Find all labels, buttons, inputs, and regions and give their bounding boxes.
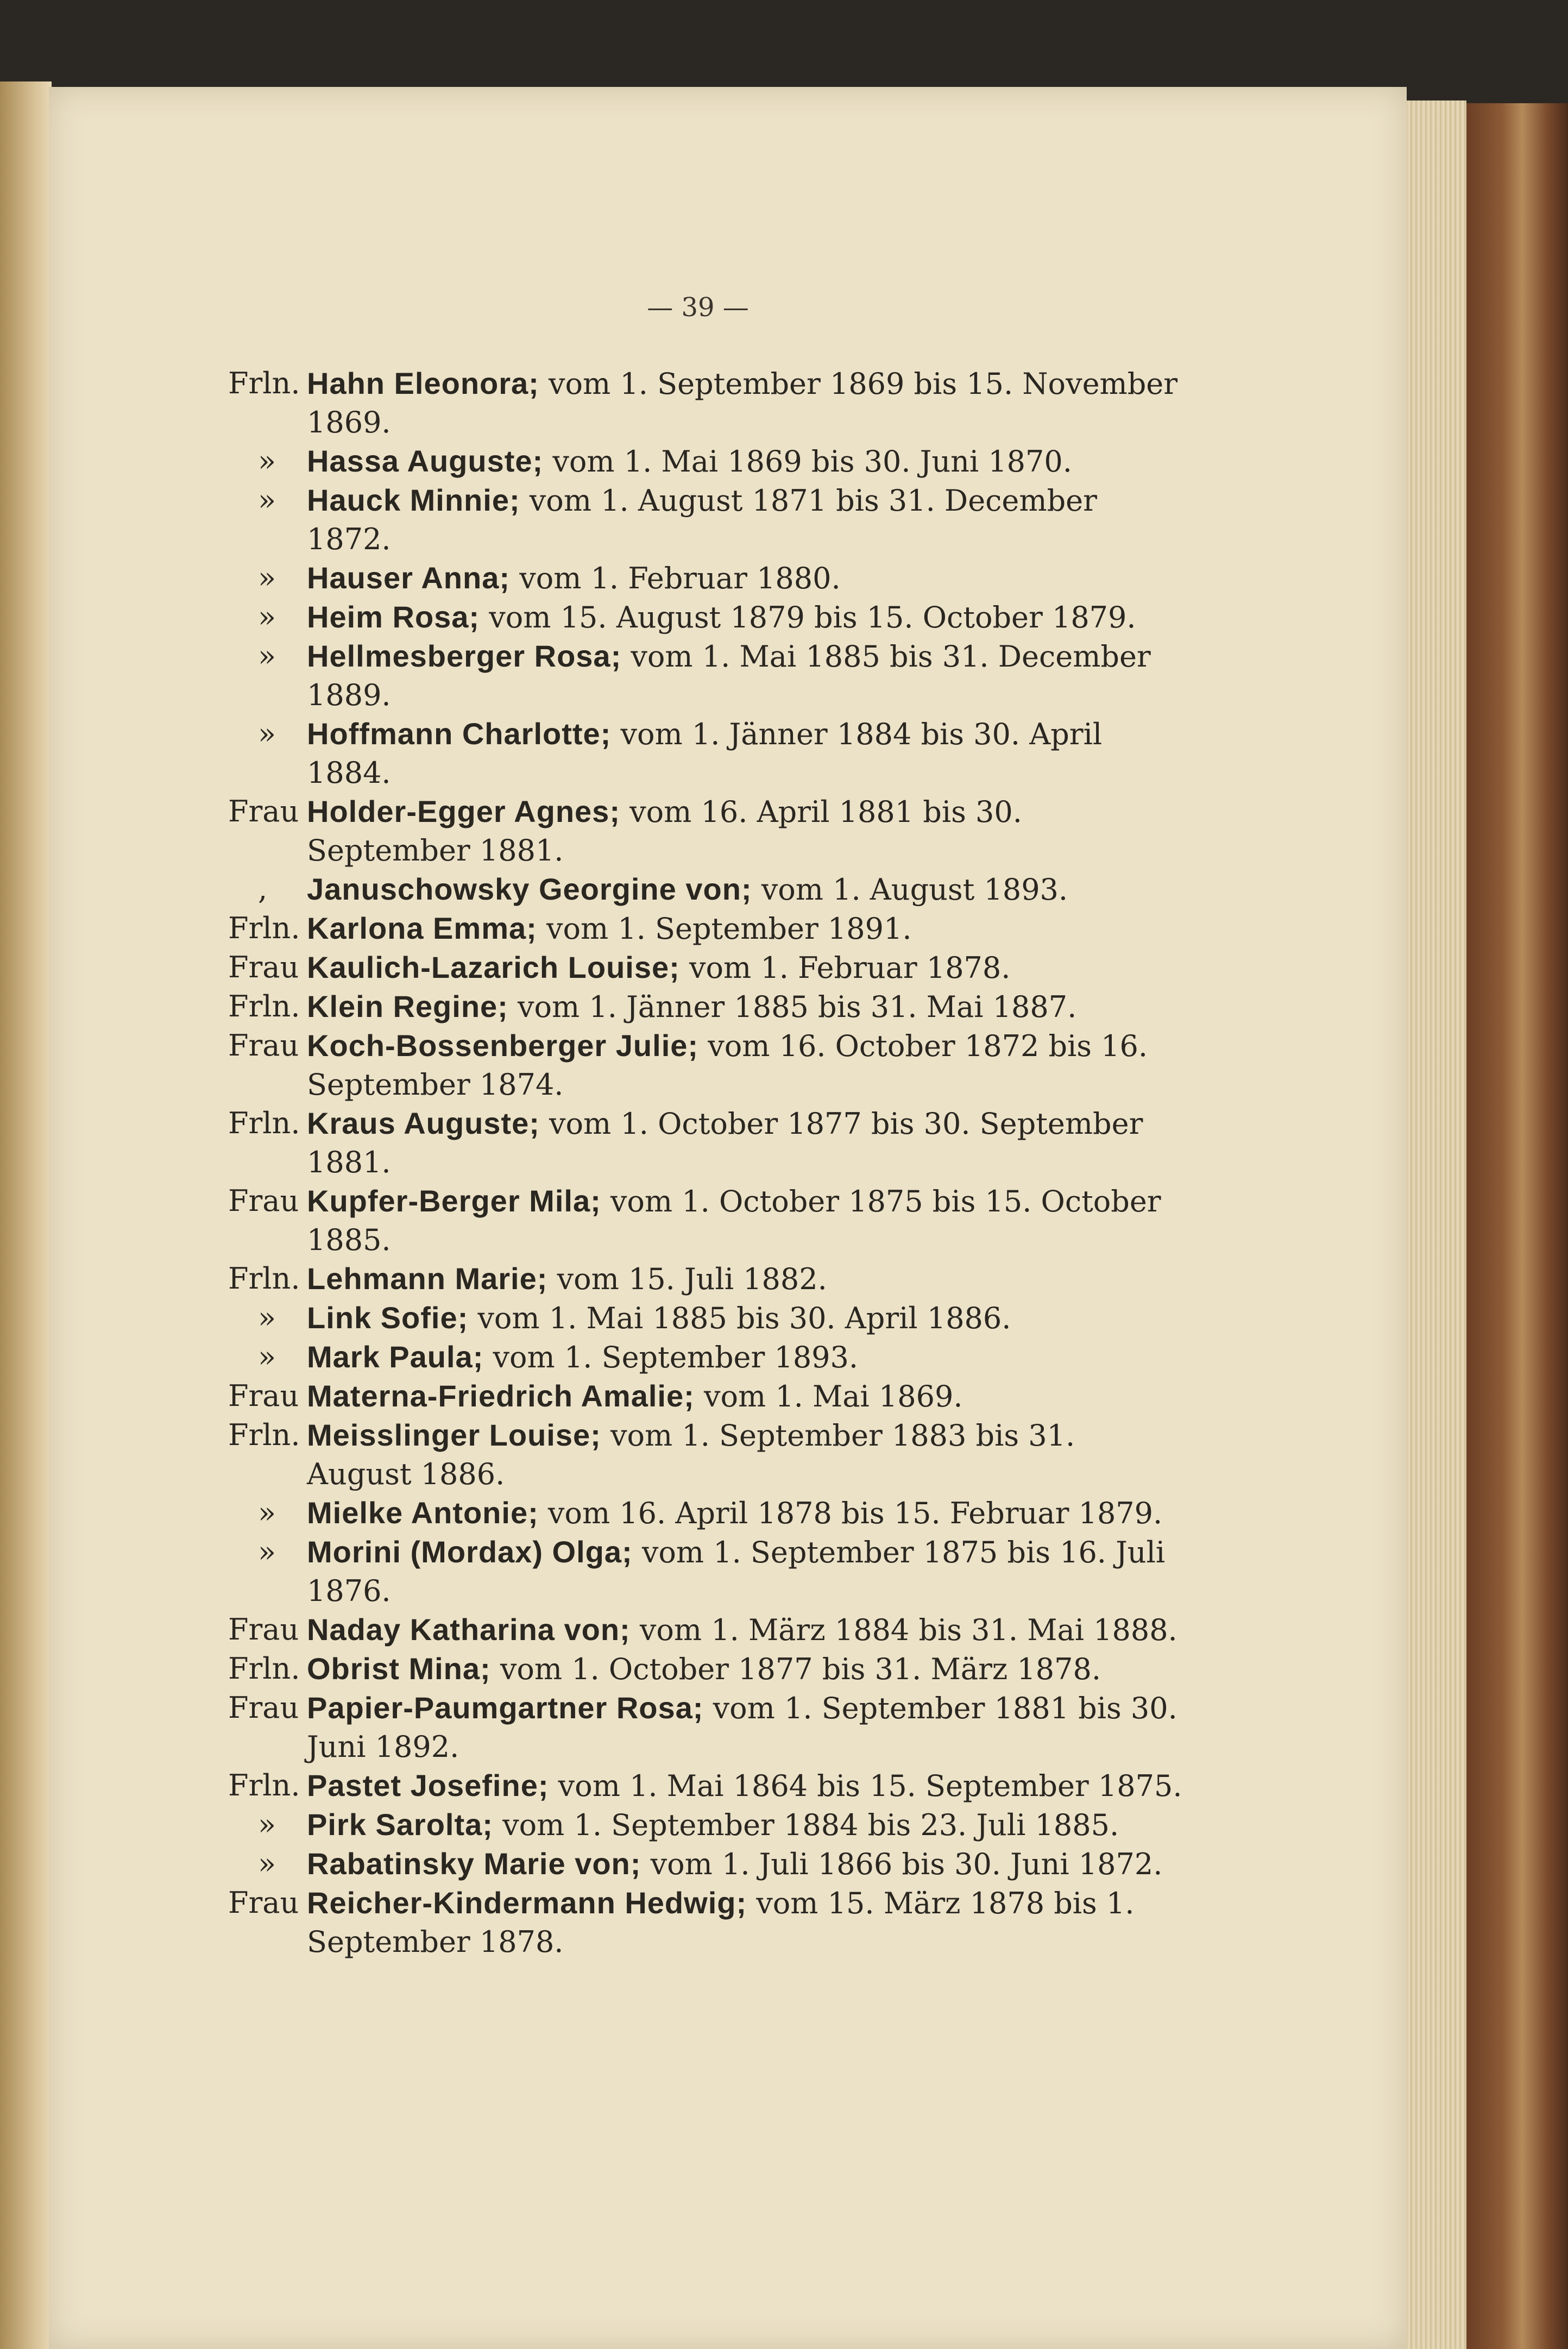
- list-item: [228, 1416, 1184, 1493]
- entry-name: Pastet Josefine;: [307, 1768, 549, 1802]
- entry-salutation: Frln.: [228, 1418, 300, 1452]
- entry-salutation: Frau: [228, 1379, 299, 1413]
- entry-salutation: »: [258, 444, 276, 478]
- list-item: [228, 1688, 1184, 1766]
- entry-name: Pirk Sarolta;: [307, 1807, 493, 1842]
- entry-dates: vom 1. Mai 1885 bis 30. April 1886.: [477, 1301, 1011, 1335]
- entry-name: Obrist Mina;: [307, 1651, 491, 1686]
- entry-dates: vom 1. Februar 1880.: [519, 561, 841, 595]
- entry-dates: vom 1. September 1881 bis 30. Juni 1892.: [307, 1691, 1177, 1764]
- list-item: [228, 1805, 1184, 1844]
- entry-salutation: Frln.: [228, 989, 300, 1023]
- list-item: [228, 987, 1184, 1026]
- entry-dates: vom 1. Mai 1885 bis 31. December 1889.: [307, 639, 1151, 712]
- entry-name: Koch-Bossenberger Julie;: [307, 1028, 699, 1063]
- list-item: [228, 1298, 1184, 1337]
- entry-salutation: Frln.: [228, 366, 300, 400]
- entry-name: Januschowsky Georgine von;: [307, 872, 752, 906]
- entry-salutation: ,: [258, 872, 268, 906]
- entry-dates: vom 1. September 1891.: [546, 912, 912, 946]
- entry-list: [228, 364, 1184, 1961]
- list-item: [228, 870, 1184, 909]
- entry-salutation: »: [258, 1496, 276, 1530]
- list-item: [228, 1026, 1184, 1104]
- list-item: [228, 1104, 1184, 1182]
- entry-salutation: Frln.: [228, 911, 300, 945]
- entry-salutation: Frln.: [228, 1651, 300, 1686]
- book-cover-edge: [1466, 103, 1568, 2349]
- entry-name: Rabatinsky Marie von;: [307, 1846, 641, 1881]
- entry-dates: vom 15. März 1878 bis 1. September 1878.: [307, 1886, 1135, 1959]
- entry-dates: vom 1. Mai 1869.: [703, 1379, 963, 1414]
- entry-salutation: »: [258, 639, 276, 673]
- entry-dates: vom 15. Juli 1882.: [557, 1262, 827, 1296]
- page-edges: [1407, 101, 1466, 2349]
- list-item: [228, 792, 1184, 870]
- list-item: [228, 637, 1184, 714]
- entry-salutation: Frau: [228, 794, 299, 828]
- entry-name: Lehmann Marie;: [307, 1261, 548, 1296]
- entry-name: Meisslinger Louise;: [307, 1418, 601, 1452]
- entry-name: Link Sofie;: [307, 1301, 469, 1335]
- entry-dates: vom 1. Jänner 1884 bis 30. April 1884.: [307, 717, 1103, 790]
- entry-salutation: Frau: [228, 950, 299, 984]
- entry-dates: vom 1. October 1877 bis 31. März 1878.: [500, 1652, 1101, 1686]
- list-item: [228, 1883, 1184, 1961]
- entry-name: Hauser Anna;: [307, 561, 511, 595]
- list-item: [228, 1493, 1184, 1532]
- entry-dates: vom 1. März 1884 bis 31. Mai 1888.: [639, 1613, 1177, 1647]
- entry-dates: vom 1. Juli 1866 bis 30. Juni 1872.: [650, 1847, 1163, 1881]
- list-item: [228, 1610, 1184, 1649]
- entry-name: Naday Katharina von;: [307, 1612, 631, 1647]
- entry-salutation: Frau: [228, 1691, 299, 1725]
- entry-name: Hahn Eleonora;: [307, 366, 539, 400]
- entry-dates: vom 1. Mai 1864 bis 15. September 1875.: [558, 1769, 1182, 1803]
- entry-name: Karlona Emma;: [307, 911, 537, 945]
- entry-dates: vom 1. September 1875 bis 16. Juli 1876.: [307, 1535, 1166, 1608]
- entry-salutation: »: [258, 1535, 276, 1569]
- entry-dates: vom 1. August 1893.: [761, 872, 1068, 907]
- entry-name: Reicher-Kindermann Hedwig;: [307, 1886, 747, 1920]
- entry-dates: vom 1. Jänner 1885 bis 31. Mai 1887.: [518, 990, 1077, 1024]
- entry-name: Kaulich-Lazarich Louise;: [307, 950, 680, 984]
- entry-dates: vom 16. April 1878 bis 15. Februar 1879.: [547, 1496, 1163, 1530]
- page-number: — 39 —: [647, 292, 749, 323]
- list-item: [228, 1649, 1184, 1688]
- entry-salutation: Frau: [228, 1886, 299, 1920]
- entry-name: Hellmesberger Rosa;: [307, 639, 622, 673]
- entry-name: Mielke Antonie;: [307, 1496, 539, 1530]
- list-item: [228, 1377, 1184, 1416]
- entry-salutation: Frln.: [228, 1106, 300, 1140]
- entry-salutation: Frau: [228, 1612, 299, 1647]
- entry-dates: vom 16. October 1872 bis 16. September 1874.: [307, 1029, 1148, 1102]
- entry-dates: vom 1. Februar 1878.: [689, 951, 1011, 985]
- list-item: [228, 1259, 1184, 1298]
- list-item: [228, 442, 1184, 481]
- entry-dates: vom 1. Mai 1869 bis 30. Juni 1870.: [552, 444, 1072, 479]
- list-item: [228, 714, 1184, 792]
- entry-salutation: »: [258, 561, 276, 595]
- entry-dates: vom 1. August 1871 bis 31. December 1872.: [307, 483, 1097, 556]
- book-gutter: [0, 81, 52, 2349]
- entry-name: Papier-Paumgartner Rosa;: [307, 1691, 704, 1725]
- entry-dates: vom 1. October 1877 bis 30. September 1881.: [307, 1107, 1143, 1179]
- list-item: [228, 364, 1184, 442]
- entry-dates: vom 1. October 1875 bis 15. October 1885.: [307, 1184, 1161, 1257]
- entry-dates: vom 1. September 1883 bis 31. August 1886.: [307, 1418, 1075, 1491]
- entry-dates: vom 16. April 1881 bis 30. September 1881.: [307, 795, 1022, 868]
- entry-name: Mark Paula;: [307, 1340, 484, 1374]
- entry-name: Holder-Egger Agnes;: [307, 794, 620, 828]
- entry-dates: vom 1. September 1893.: [493, 1340, 859, 1374]
- entry-name: Hoffmann Charlotte;: [307, 717, 612, 751]
- list-item: [228, 1182, 1184, 1259]
- entry-name: Heim Rosa;: [307, 600, 480, 634]
- entry-salutation: »: [258, 1846, 276, 1881]
- entry-name: Kupfer-Berger Mila;: [307, 1184, 601, 1218]
- entry-name: Hauck Minnie;: [307, 483, 520, 517]
- entry-salutation: »: [258, 483, 276, 517]
- entry-dates: vom 1. September 1869 bis 15. November 1869.: [307, 367, 1178, 439]
- entry-salutation: »: [258, 1301, 276, 1335]
- entry-name: Materna-Friedrich Amalie;: [307, 1379, 695, 1413]
- entry-name: Morini (Mordax) Olga;: [307, 1535, 633, 1569]
- list-item: [228, 558, 1184, 598]
- entry-salutation: Frau: [228, 1184, 299, 1218]
- list-item: [228, 1844, 1184, 1883]
- entry-salutation: Frau: [228, 1028, 299, 1063]
- list-item: [228, 909, 1184, 948]
- list-item: [228, 1337, 1184, 1377]
- list-item: [228, 1532, 1184, 1610]
- entry-dates: vom 1. September 1884 bis 23. Juli 1885.: [502, 1808, 1119, 1842]
- list-item: [228, 948, 1184, 987]
- entry-name: Klein Regine;: [307, 989, 508, 1023]
- entry-salutation: »: [258, 1340, 276, 1374]
- list-item: [228, 598, 1184, 637]
- entry-name: Hassa Auguste;: [307, 444, 544, 478]
- entry-name: Kraus Auguste;: [307, 1106, 540, 1140]
- entry-salutation: Frln.: [228, 1768, 300, 1802]
- entry-dates: vom 15. August 1879 bis 15. October 1879.: [489, 600, 1136, 635]
- entry-salutation: »: [258, 717, 276, 751]
- list-item: [228, 1766, 1184, 1805]
- entry-salutation: Frln.: [228, 1261, 300, 1296]
- entry-salutation: »: [258, 600, 276, 634]
- entry-salutation: »: [258, 1807, 276, 1842]
- list-item: [228, 481, 1184, 558]
